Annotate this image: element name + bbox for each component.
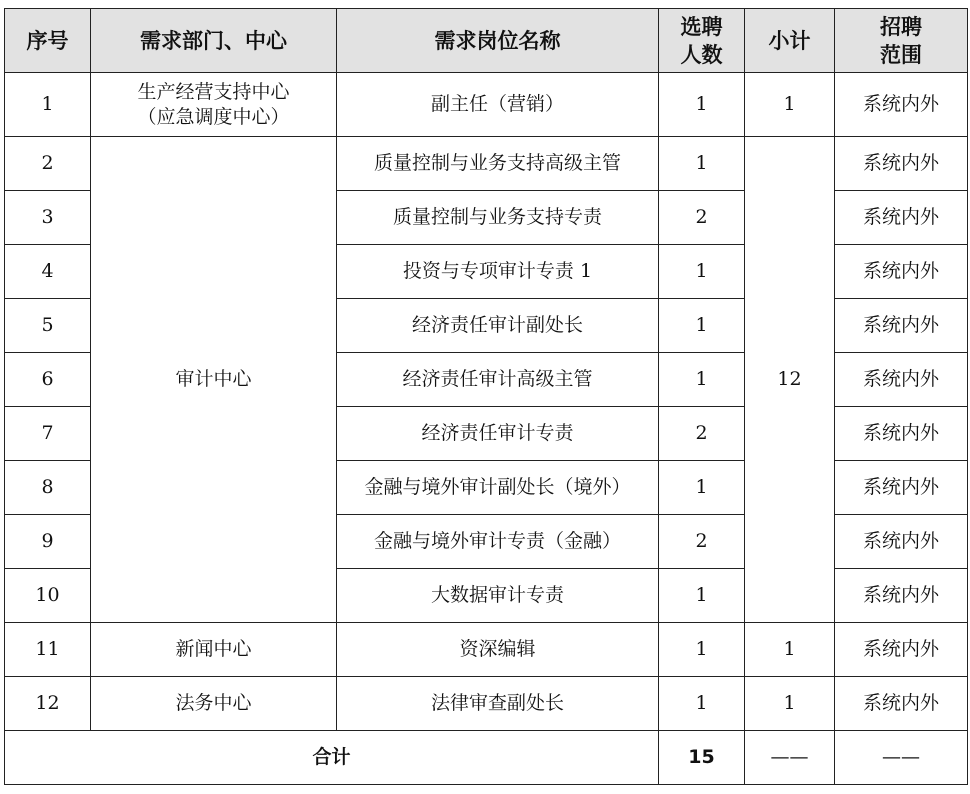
table-row <box>5 73 968 137</box>
cell-seq: 5 <box>5 299 91 353</box>
cell-scope: 系统内外 <box>835 299 968 353</box>
cell-scope: 系统内外 <box>835 569 968 623</box>
cell-post: 金融与境外审计副处长（境外） <box>337 461 659 515</box>
header-count-line2: 人数 <box>680 42 723 67</box>
cell-count: 1 <box>659 299 745 353</box>
cell-count: 1 <box>659 73 745 137</box>
cell-scope: 系统内外 <box>835 353 968 407</box>
cell-count: 1 <box>659 677 745 731</box>
header-seq: 序号 <box>5 9 91 73</box>
table-row <box>5 623 968 677</box>
cell-seq: 10 <box>5 569 91 623</box>
cell-scope: 系统内外 <box>835 191 968 245</box>
header-subtotal: 小计 <box>745 9 835 73</box>
total-scope: —— <box>835 731 968 785</box>
cell-post: 投资与专项审计专责 1 <box>337 245 659 299</box>
cell-dept: 新闻中心 <box>91 623 337 677</box>
cell-post: 质量控制与业务支持高级主管 <box>337 137 659 191</box>
cell-seq: 4 <box>5 245 91 299</box>
header-scope <box>835 9 968 73</box>
cell-count: 1 <box>659 623 745 677</box>
cell-post: 法律审查副处长 <box>337 677 659 731</box>
cell-subtotal-audit: 12 <box>745 137 835 623</box>
table-row <box>5 137 968 191</box>
cell-count: 2 <box>659 407 745 461</box>
header-count-line1: 选聘 <box>680 14 723 39</box>
cell-post: 资深编辑 <box>337 623 659 677</box>
total-label: 合计 <box>5 731 659 785</box>
cell-dept: 法务中心 <box>91 677 337 731</box>
cell-subtotal: 1 <box>745 677 835 731</box>
header-post: 需求岗位名称 <box>337 9 659 73</box>
header-scope-line2: 范围 <box>880 42 922 67</box>
cell-dept-line2: （应急调度中心） <box>137 105 290 128</box>
cell-count: 1 <box>659 353 745 407</box>
cell-post: 经济责任审计副处长 <box>337 299 659 353</box>
cell-post: 质量控制与业务支持专责 <box>337 191 659 245</box>
cell-dept <box>91 73 337 137</box>
cell-seq: 11 <box>5 623 91 677</box>
header-dept: 需求部门、中心 <box>91 9 337 73</box>
cell-seq: 2 <box>5 137 91 191</box>
cell-seq: 12 <box>5 677 91 731</box>
header-row <box>5 9 968 73</box>
cell-post: 金融与境外审计专责（金融） <box>337 515 659 569</box>
header-count <box>659 9 745 73</box>
total-row <box>5 731 968 785</box>
cell-seq: 7 <box>5 407 91 461</box>
cell-post: 副主任（营销） <box>337 73 659 137</box>
total-count: 15 <box>659 731 745 785</box>
cell-count: 1 <box>659 569 745 623</box>
cell-post: 经济责任审计专责 <box>337 407 659 461</box>
cell-post: 大数据审计专责 <box>337 569 659 623</box>
cell-count: 1 <box>659 245 745 299</box>
cell-seq: 3 <box>5 191 91 245</box>
table-row <box>5 677 968 731</box>
cell-dept-audit: 审计中心 <box>91 137 337 623</box>
cell-count: 2 <box>659 515 745 569</box>
cell-scope: 系统内外 <box>835 515 968 569</box>
cell-dept-line1: 生产经营支持中心 <box>137 80 290 103</box>
cell-subtotal: 1 <box>745 623 835 677</box>
cell-scope: 系统内外 <box>835 137 968 191</box>
cell-scope: 系统内外 <box>835 245 968 299</box>
header-scope-line1: 招聘 <box>880 14 922 39</box>
cell-scope: 系统内外 <box>835 623 968 677</box>
cell-seq: 8 <box>5 461 91 515</box>
cell-scope: 系统内外 <box>835 73 968 137</box>
cell-post: 经济责任审计高级主管 <box>337 353 659 407</box>
cell-scope: 系统内外 <box>835 461 968 515</box>
cell-seq: 1 <box>5 73 91 137</box>
total-subtotal: —— <box>745 731 835 785</box>
cell-scope: 系统内外 <box>835 677 968 731</box>
cell-count: 1 <box>659 137 745 191</box>
cell-seq: 9 <box>5 515 91 569</box>
cell-count: 1 <box>659 461 745 515</box>
cell-seq: 6 <box>5 353 91 407</box>
cell-subtotal: 1 <box>745 73 835 137</box>
cell-scope: 系统内外 <box>835 407 968 461</box>
cell-count: 2 <box>659 191 745 245</box>
recruitment-table <box>4 8 968 785</box>
